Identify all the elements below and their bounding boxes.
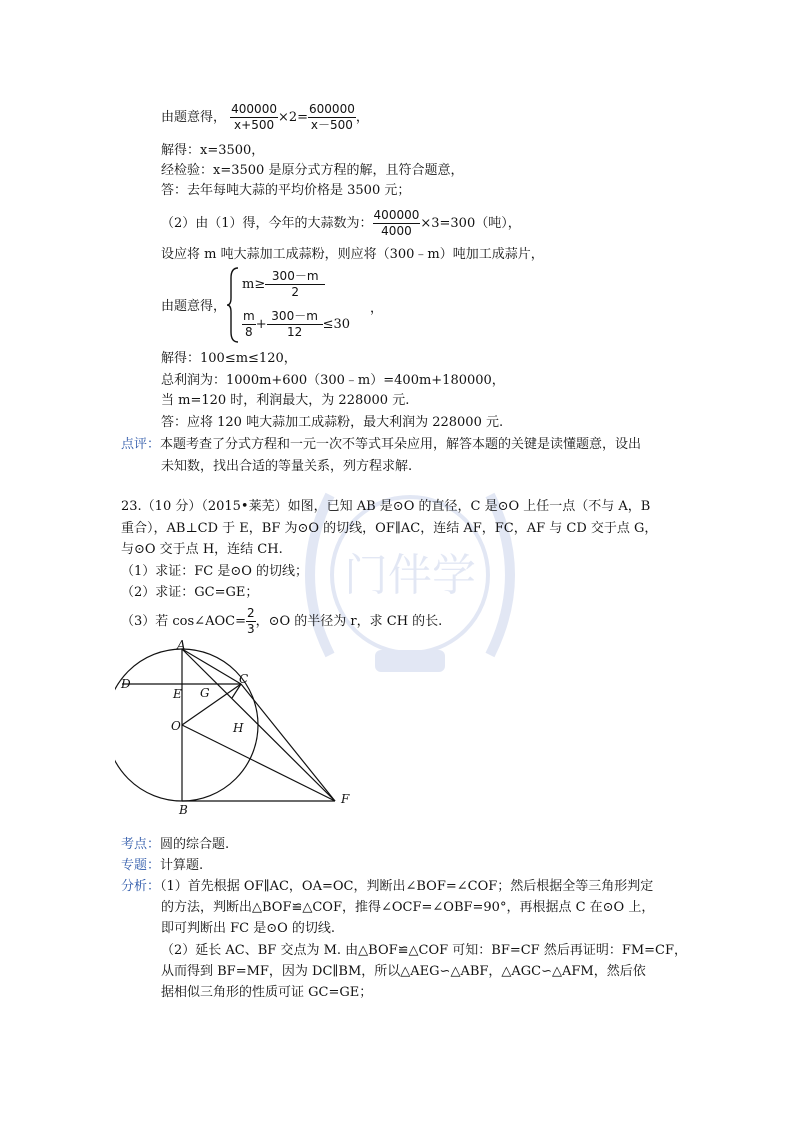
solution-line: 答：去年每吨大蒜的平均价格是 3500 元； [161, 183, 411, 198]
solution-line: 设应将 m 吨大蒜加工成蒜粉，则应将（300﹣m）吨加工成蒜片， [161, 247, 544, 262]
point-label-d: D [121, 677, 131, 691]
point-label-e: E [173, 687, 182, 701]
analysis-line: （2）延长 AC、BF 交点为 M. 由△BOF≌△COF 可知：BF=CF 然后再证明：FM=CF， [161, 943, 688, 958]
segment-af [182, 649, 335, 801]
analysis-line: 据相似三角形的性质可证 GC=GE； [161, 985, 373, 1000]
point-label-c: C [239, 672, 249, 686]
solution-line: 经检验：x=3500 是原分式方程的解，且符合题意， [161, 163, 464, 178]
zhuanti-label: 专题： [121, 858, 161, 873]
segment-oc [182, 684, 241, 725]
system-suffix: ， [370, 301, 384, 316]
comment-line-1: 点评：本题考查了分式方程和一元一次不等式耳朵应用，解答本题的关键是读懂题意，设出 [121, 437, 642, 452]
solution-line: 解得：x=3500， [161, 143, 265, 158]
point-label-a: A [177, 640, 186, 652]
problem-line: 重合），AB⊥CD 于 E，BF 为⊙O 的切线，OF∥AC，连结 AF，FC，AF 与 CD 交于点 G， [121, 521, 658, 536]
analysis-line: 从而得到 BF=MF，因为 DC∥BM，所以△AEG∽△ABF，△AGC∽△AFM，然后依 [161, 964, 646, 979]
solution-line: 总利润为：1000m+600（300﹣m）=400m+180000， [161, 373, 505, 388]
point-label-o: O [171, 719, 181, 733]
problem-line: 与⊙O 交于点 H，连结 CH. [121, 542, 283, 557]
system-row-2: $\frac{m}{8}$ + $\frac{300-m}{12}$ ≤30 [243, 309, 351, 339]
analysis-line: 的方法，判断出△BOF≌△COF，推得∠OCF=∠OBF=90°，再根据点 C 在⊙O 上， [161, 900, 655, 915]
system-row-1: m≥ $\frac{300-m}{2}$ [242, 268, 325, 302]
point-label-h: H [233, 721, 244, 735]
fraction: $\frac{400000}{x+500}$ [231, 102, 277, 132]
fraction: $\frac{400000}{4000}$ [373, 208, 420, 238]
solution-line: 答：应将 120 吨大蒜加工成蒜粉，最大利润为 228000 元. [161, 415, 504, 430]
fenxi-label: 分析： [121, 879, 161, 894]
kaodian-label: 考点： [121, 837, 161, 852]
left-brace-icon [226, 266, 240, 344]
point-label-b: B [179, 803, 188, 815]
segment-cf [241, 684, 335, 801]
solution-eq-line: （2）由（1）得，今年的大蒜数为： $\frac{400000}{4000}$ ×3=300（吨）， [161, 208, 521, 238]
question-3: （3）若 cos∠AOC= $\frac{2}{3}$ ，⊙O 的半径为 r，求 CH 的长. [121, 606, 443, 636]
watermark-text: 门伴学 [344, 550, 476, 601]
point-label-g: G [200, 686, 210, 700]
solution-line: 当 m=120 时，利润最大，为 228000 元. [161, 393, 410, 408]
fraction: $\frac{m}{8}$ [243, 309, 255, 339]
question-2: （2）求证：GC=GE； [121, 585, 259, 600]
segment-of [182, 725, 335, 801]
fraction: $\frac{2}{3}$ [246, 606, 255, 636]
zhuanti-line: 专题：计算题. [121, 858, 204, 873]
solution-line: 解得：100≤m≤120， [161, 351, 297, 366]
system-prefix: 由题意得， [161, 299, 227, 314]
point-label-f: F [341, 792, 350, 806]
question-1: （1）求证：FC 是⊙O 的切线； [121, 564, 309, 579]
geometry-figure [115, 640, 365, 815]
comment-label: 点评： [121, 437, 161, 452]
fenxi-line-1: 分析：（1）首先根据 OF∥AC，OA=OC，判断出∠BOF=∠COF；然后根据全等三角形判定 [121, 879, 654, 894]
comment-line-2: 未知数，找出合适的等量关系，列方程求解. [161, 459, 413, 474]
fraction: $\frac{600000}{x-500}$ [309, 102, 355, 132]
kaodian-line: 考点：圆的综合题. [121, 837, 230, 852]
fraction: $\frac{300-m}{12}$ [267, 309, 323, 340]
problem-line: 23.（10 分）（2015•莱芜）如图，已知 AB 是⊙O 的直径，C 是⊙O 上任一点（不与 A，B [121, 499, 651, 514]
analysis-line: 即可判断出 FC 是⊙O 的切线. [161, 921, 336, 936]
segment-ch [232, 684, 241, 698]
solution-eq-line: 由题意得， $\frac{400000}{x+500}$ ×2= $\frac{600000}{x-500}$ ， [161, 102, 369, 132]
fraction: $\frac{300-m}{2}$ [265, 269, 325, 300]
